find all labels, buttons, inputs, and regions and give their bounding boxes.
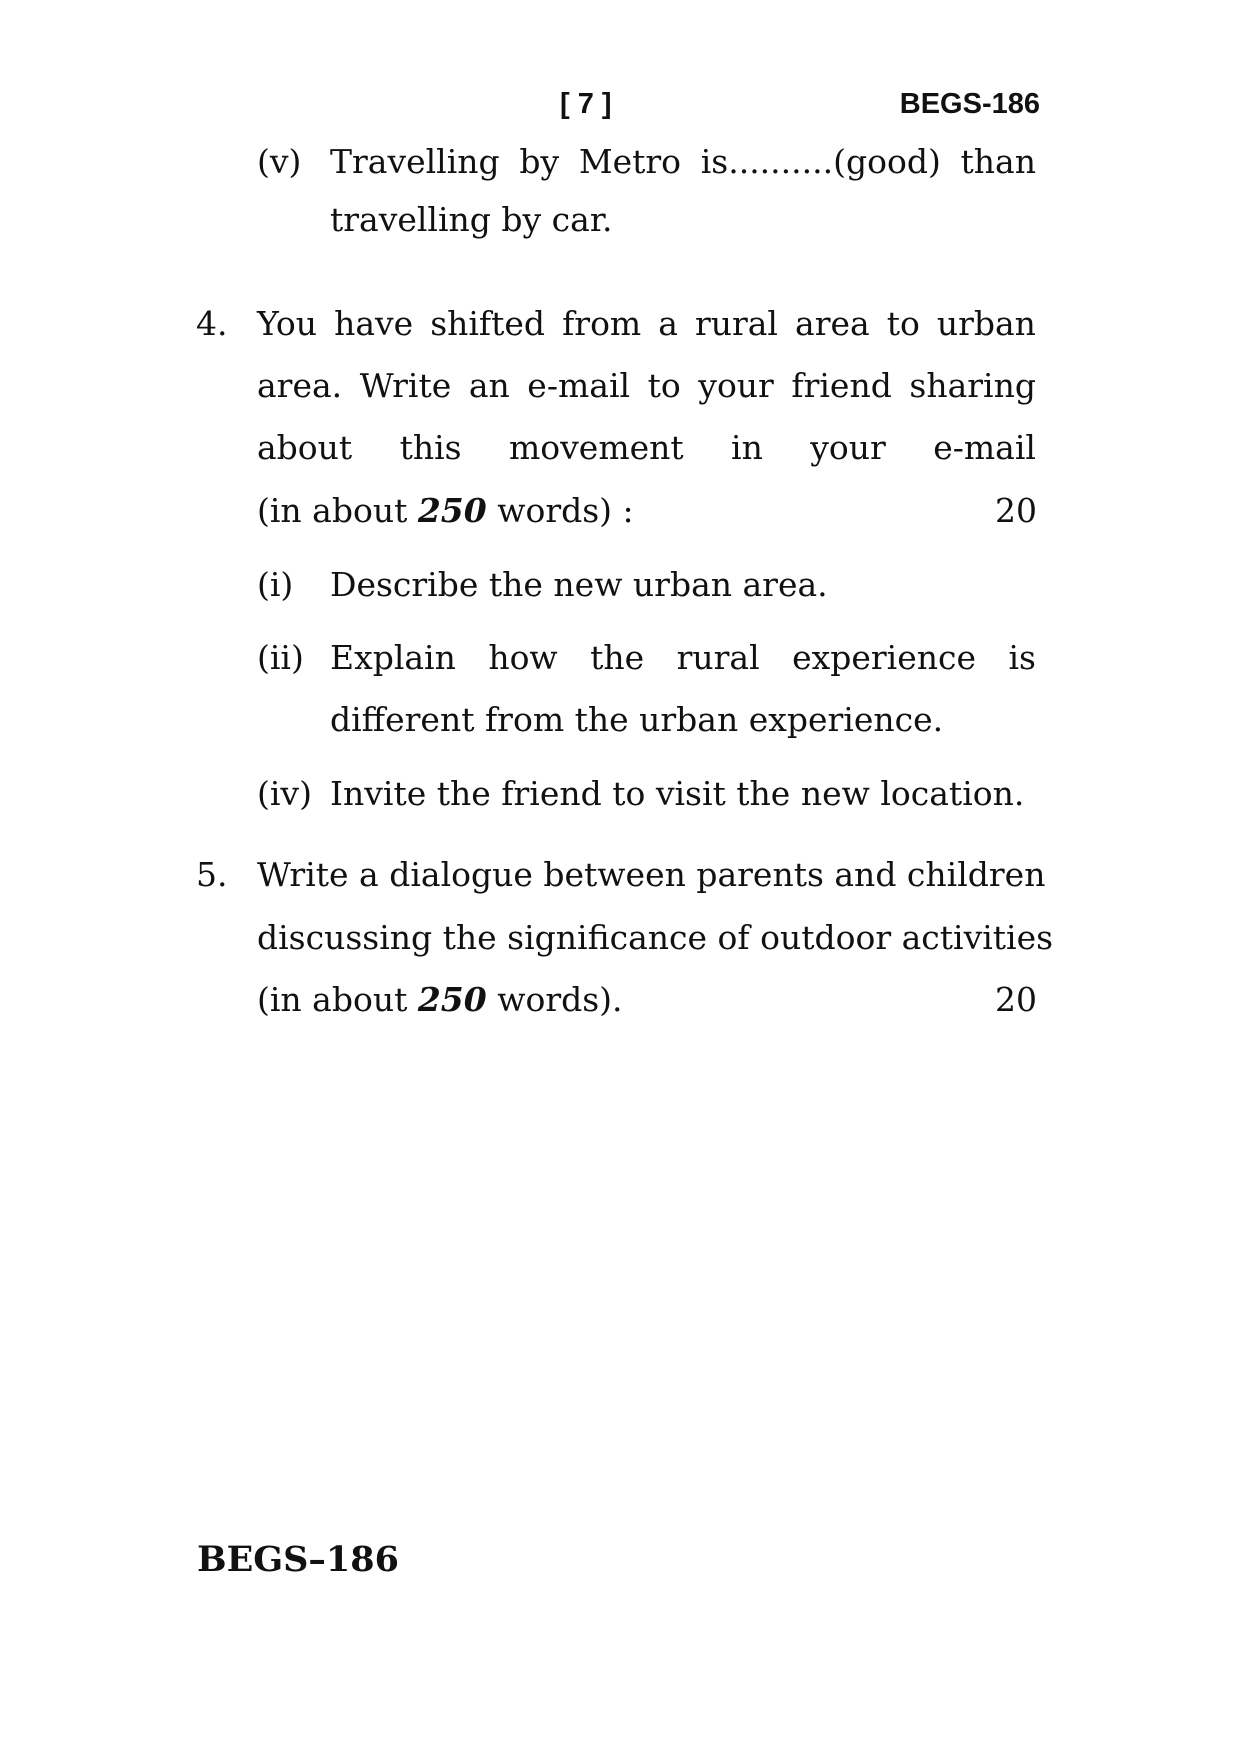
word-limit-prefix: (in about bbox=[257, 980, 418, 1019]
question4-line1 bbox=[257, 304, 1036, 344]
word: is bbox=[1008, 638, 1036, 677]
word: Write bbox=[359, 366, 452, 405]
word: experience bbox=[792, 638, 977, 677]
word-limit-count: 250 bbox=[417, 491, 487, 530]
question4-line3 bbox=[257, 428, 1036, 468]
word: how bbox=[488, 638, 558, 677]
word: in bbox=[731, 428, 763, 467]
word: You bbox=[257, 304, 318, 343]
word-limit-count: 250 bbox=[417, 980, 487, 1019]
word: the bbox=[590, 638, 645, 677]
word: from bbox=[562, 304, 642, 343]
subpart-label-i: (i) bbox=[257, 565, 294, 604]
question5-line2: discussing the significance of outdoor activities bbox=[257, 918, 1054, 957]
word: Explain bbox=[330, 638, 456, 677]
word: a bbox=[658, 304, 678, 343]
word: rural bbox=[676, 638, 760, 677]
word-limit-prefix: (in about bbox=[257, 491, 418, 530]
paper-code-footer: BEGS–186 bbox=[197, 1539, 399, 1580]
word: movement bbox=[508, 428, 684, 467]
question5-line3 bbox=[257, 980, 623, 1020]
word: e-mail bbox=[527, 366, 631, 405]
word: is..........(good) bbox=[700, 142, 941, 181]
word: Travelling bbox=[330, 142, 500, 181]
subpart-ii-line2: different from the urban experience. bbox=[330, 700, 944, 739]
subpart-v-line2: travelling by car. bbox=[330, 200, 613, 239]
word: by bbox=[519, 142, 560, 181]
question4-line4 bbox=[257, 491, 634, 531]
subpart-v-line1 bbox=[330, 142, 1036, 182]
question-number-5: 5. bbox=[196, 855, 228, 894]
word: Metro bbox=[578, 142, 682, 181]
word: this bbox=[399, 428, 462, 467]
question4-marks: 20 bbox=[995, 491, 1037, 530]
word-limit-suffix: words) : bbox=[486, 491, 634, 530]
question5-marks: 20 bbox=[995, 980, 1037, 1019]
question4-line2 bbox=[257, 366, 1036, 406]
subpart-i-text: Describe the new urban area. bbox=[330, 565, 828, 604]
word: friend bbox=[791, 366, 892, 405]
word: rural bbox=[694, 304, 778, 343]
subpart-label-iv: (iv) bbox=[257, 774, 312, 813]
word: have bbox=[334, 304, 414, 343]
word: to bbox=[647, 366, 681, 405]
page-number: [ 7 ] bbox=[560, 88, 612, 120]
subpart-ii-line1 bbox=[330, 638, 1036, 678]
word: your bbox=[698, 366, 774, 405]
subpart-iv-text: Invite the friend to visit the new location. bbox=[330, 774, 1025, 813]
word: area bbox=[795, 304, 870, 343]
subpart-label-ii: (ii) bbox=[257, 638, 304, 677]
word: to bbox=[886, 304, 920, 343]
word: sharing bbox=[909, 366, 1036, 405]
word: area. bbox=[257, 366, 343, 405]
word: shifted bbox=[430, 304, 546, 343]
word-limit-suffix: words). bbox=[486, 980, 623, 1019]
word: your bbox=[810, 428, 886, 467]
word: than bbox=[960, 142, 1036, 181]
word: an bbox=[468, 366, 510, 405]
word: urban bbox=[936, 304, 1036, 343]
word: about bbox=[257, 428, 353, 467]
word: e-mail bbox=[933, 428, 1036, 467]
question-number-4: 4. bbox=[196, 304, 228, 343]
paper-code-header: BEGS-186 bbox=[899, 88, 1040, 120]
question5-line1: Write a dialogue between parents and children bbox=[257, 855, 1046, 894]
subpart-label-v: (v) bbox=[257, 142, 302, 181]
